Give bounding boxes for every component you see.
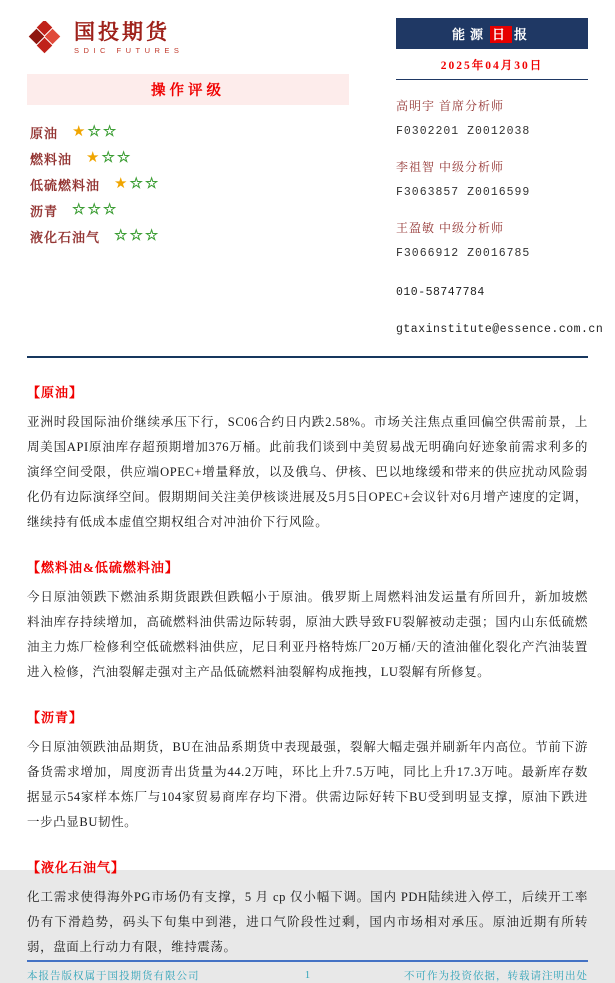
rating-stars <box>72 203 118 218</box>
rating-banner: 操作评级 <box>27 74 349 105</box>
analyst-name: 王盈敏 中级分析师 <box>396 221 505 235</box>
footer-page-number: 1 <box>304 970 311 981</box>
rating-row <box>30 197 349 223</box>
analyst-codes: F3066912 Z0016785 <box>396 247 531 260</box>
analyst-codes: F0302201 Z0012038 <box>396 125 531 138</box>
section-asphalt <box>27 707 588 835</box>
report-title-post: 报 <box>514 27 533 42</box>
stars-empty: ☆☆ <box>129 175 161 192</box>
brand <box>27 18 349 58</box>
footer-copyright: 本报告版权属于国投期货有限公司 <box>27 971 200 982</box>
rating-label: 低硫燃料油 <box>30 177 101 193</box>
section-heading: 【液化石油气】 <box>27 860 126 875</box>
contact-email[interactable]: gtaxinstitute@essence.com.cn <box>396 323 604 336</box>
left-column <box>27 18 349 342</box>
analyst-name: 李祖智 中级分析师 <box>396 160 505 174</box>
right-column <box>396 18 604 342</box>
section-body: 化工需求使得海外PG市场仍有支撑，5 月 cp 仅小幅下调。国内 PDH陆续进入停工，后续开工率仍有下滑趋势，码头下旬集中到港，进口气阶段性过剩，国内市场相对承压。原油近期有所转弱，盘面上行动力有限，维持震荡。 <box>27 890 588 954</box>
contact-phone: 010-58747784 <box>396 286 485 299</box>
rating-stars <box>72 125 118 140</box>
section-body: 今日原油领跌油品期货，BU在油品系期货中表现最强，裂解大幅走强并刷新年内高位。节前下游备货需求增加，周度沥青出货量为44.2万吨，环比上升7.5万吨，同比上升17.3万吨。最新库存数据显示54家样本炼厂与104家贸易商库存均下滑。供需边际好转下BU受到明显支撑，原油下跌进一步凸显BU韧性。 <box>27 740 588 829</box>
rating-stars <box>114 177 160 192</box>
brand-logo-icon <box>27 21 65 55</box>
report-title-highlight: 日 <box>491 27 510 42</box>
report-date: 2025年04月30日 <box>396 49 588 80</box>
section-heading: 【原油】 <box>27 385 84 400</box>
analyst-entry <box>396 94 588 144</box>
rating-label: 原油 <box>30 125 59 141</box>
header-area <box>27 18 604 342</box>
stars-empty: ☆☆☆ <box>72 201 119 218</box>
report-title-bar <box>396 18 588 49</box>
rating-stars <box>114 229 160 244</box>
rating-row <box>30 223 349 249</box>
stars-filled: ★ <box>114 175 130 192</box>
brand-name: 国投期货 <box>74 19 170 44</box>
rating-label: 液化石油气 <box>30 229 101 245</box>
stars-filled: ★ <box>86 149 102 166</box>
section-body: 亚洲时段国际油价继续承压下行，SC06合约日内跌2.58%。市场关注焦点重回偏空供需前景，上周美国API原油库存超预期增加376万桶。此前我们谈到中美贸易战无明确向好迹象前需求利多的演绎空间受限，供应端OPEC+增量释放，以及俄乌、伊核、巴以地缘缓和带来的供应扰动风险弱化仍有边际演绎空间。假期期间关注美伊核谈进展及5月5日OPEC+会议针对6月增产速度的定调，继续持有低成本虚值空期权组合对冲油价下行风险。 <box>27 415 588 529</box>
rating-stars <box>86 151 132 166</box>
footer-disclaimer: 不可作为投资依据，转载请注明出处 <box>404 971 588 982</box>
section-heading: 【燃料油&低硫燃料油】 <box>27 560 179 575</box>
section-fuel-oil <box>27 557 588 685</box>
contact-block <box>396 280 604 342</box>
rating-row <box>30 145 349 171</box>
rating-label: 燃料油 <box>30 151 73 167</box>
rating-list <box>27 119 349 249</box>
analyst-entry <box>396 155 588 205</box>
analyst-codes: F3063857 Z0016599 <box>396 186 531 199</box>
section-heading: 【沥青】 <box>27 710 84 725</box>
rating-row <box>30 119 349 145</box>
stars-empty: ☆☆ <box>87 123 119 140</box>
analyst-list <box>396 94 588 266</box>
section-lpg <box>27 857 588 960</box>
stars-filled: ★ <box>72 123 88 140</box>
section-crude-oil <box>27 382 588 535</box>
rating-label: 沥青 <box>30 203 59 219</box>
brand-subtitle: SDIC FUTURES <box>74 46 184 56</box>
section-body: 今日原油领跌下燃油系期货跟跌但跌幅小于原油。俄罗斯上周燃料油发运量有所回升，新加坡燃料油库存持续增加，高硫燃料油供需边际转弱，原油大跌导致FU裂解被动走强；国内山东低硫燃油主力炼厂检修利空低硫燃料油供应，尼日利亚丹格特炼厂20万桶/天的渣油催化裂化产汽油装置进入检修，汽油裂解走强对主产品低硫燃料油裂解构成拖拽，LU裂解有所修复。 <box>27 590 588 679</box>
rating-row <box>30 171 349 197</box>
report-title-pre: 能源 <box>451 27 488 42</box>
stars-empty: ☆☆☆ <box>114 227 161 244</box>
stars-empty: ☆☆ <box>101 149 133 166</box>
analyst-name: 高明宇 首席分析师 <box>396 99 505 113</box>
analyst-entry <box>396 216 588 266</box>
page-footer <box>27 960 588 983</box>
